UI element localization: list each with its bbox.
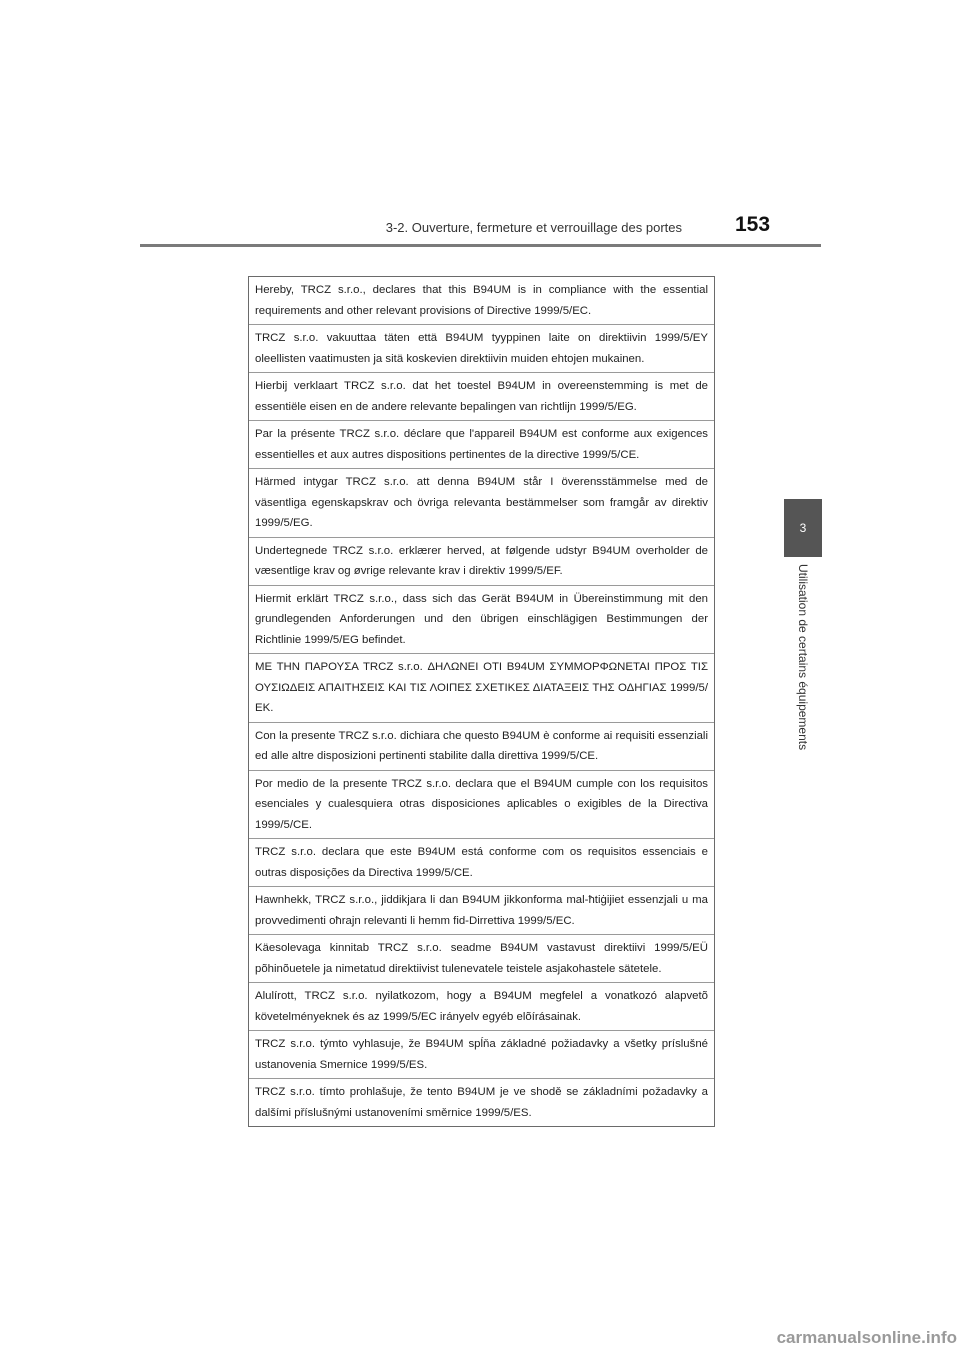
declaration-italian: Con la presente TRCZ s.r.o. dichiara che questo B94UM è conforme ai requisiti essenziali ed alle altre disposizioni pertinenti stabilite dalla direttiva 1999/5/CE.: [249, 722, 714, 770]
declaration-estonian: Käesolevaga kinnitab TRCZ s.r.o. seadme B94UM vastavust direktiivi 1999/5/EÜ põhinõuetele ja nimetatud direktiivist tulenevatele teistele asjakohastele sätetele.: [249, 934, 714, 982]
section-title: 3-2. Ouverture, fermeture et verrouillage des portes: [385, 220, 682, 235]
declaration-dutch: Hierbij verklaart TRCZ s.r.o. dat het toestel B94UM in overeenstemming is met de essentiële eisen en de andere relevante bepalingen van richtlijn 1999/5/EG.: [249, 372, 714, 420]
page-number: 153: [735, 213, 771, 236]
header-rule: [140, 244, 821, 247]
declaration-czech: TRCZ s.r.o. tímto prohlašuje, že tento B94UM je ve shodě se základními požadavky a dalšími příslušnými ustanoveními směrnice 1999/5/ES.: [249, 1078, 714, 1126]
declaration-french: Par la présente TRCZ s.r.o. déclare que l'appareil B94UM est conforme aux exigences essentielles et aux autres dispositions pertinentes de la directive 1999/5/CE.: [249, 420, 714, 468]
declaration-danish: Undertegnede TRCZ s.r.o. erklærer herved, at følgende udstyr B94UM overholder de væsentlige krav og øvrige relevante krav i direktiv 1999/5/EF.: [249, 537, 714, 585]
chapter-number: 3: [799, 521, 807, 535]
chapter-title: Utilisation de certains équipements: [796, 564, 810, 751]
declaration-spanish: Por medio de la presente TRCZ s.r.o. declara que el B94UM cumple con los requisitos esenciales y cualesquiera otras disposiciones aplicables o exigibles de la Directiva 1999/5/CE.: [249, 770, 714, 839]
declaration-german: Hiermit erklärt TRCZ s.r.o., dass sich das Gerät B94UM in Übereinstimmung mit den grundlegenden Anforderungen und den übrigen einschlägigen Bestimmungen der Richtlinie 1999/5/EG befindet.: [249, 585, 714, 654]
declaration-finnish: TRCZ s.r.o. vakuuttaa täten että B94UM tyyppinen laite on direktiivin 1999/5/EY oleellisten vaatimusten ja sitä koskevien direktiivin muiden ehtojen mukainen.: [249, 324, 714, 372]
declaration-swedish: Härmed intygar TRCZ s.r.o. att denna B94UM står I överensstämmelse med de väsentliga egenskapskrav och övriga relevanta bestämmelser som framgår av direktiv 1999/5/EG.: [249, 468, 714, 537]
declaration-maltese: Hawnhekk, TRCZ s.r.o., jiddikjara li dan B94UM jikkonforma mal-ħtiġijiet essenzjali u ma provvedimenti oħrajn relevanti li hemm fid-Dirrettiva 1999/5/EC.: [249, 886, 714, 934]
watermark: carmanualsonline.info: [776, 1328, 957, 1347]
chapter-tab: [784, 499, 822, 557]
declaration-greek: ΜΕ ΤΗΝ ΠΑΡΟΥΣΑ TRCZ s.r.o. ΔΗΛΩΝΕΙ ΟΤΙ B94UM ΣΥΜΜΟΡΦΩΝΕΤΑΙ ΠΡΟΣ ΤΙΣ ΟΥΣΙΩΔΕΙΣ ΑΠΑΙΤΗΣΕΙΣ ΚΑΙ ΤΙΣ ΛΟΙΠΕΣ ΣΧΕΤΙΚΕΣ ΔΙΑΤΑΞΕΙΣ ΤΗΣ ΟΔΗΓΙΑΣ 1999/5/ΕΚ.: [249, 653, 714, 722]
declaration-table: [248, 276, 715, 1127]
declaration-portuguese: TRCZ s.r.o. declara que este B94UM está conforme com os requisitos essenciais e outras disposições da Directiva 1999/5/CE.: [249, 838, 714, 886]
declaration-slovak: TRCZ s.r.o. týmto vyhlasuje, že B94UM spĺňa základné požiadavky a všetky príslušné ustanovenia Smernice 1999/5/ES.: [249, 1030, 714, 1078]
declaration-hungarian: Alulírott, TRCZ s.r.o. nyilatkozom, hogy a B94UM megfelel a vonatkozó alapvetõ követelményeknek és az 1999/5/EC irányelv egyéb elõírásainak.: [249, 982, 714, 1030]
declaration-english: Hereby, TRCZ s.r.o., declares that this B94UM is in compliance with the essential requirements and other relevant provisions of Directive 1999/5/EC.: [255, 284, 708, 317]
